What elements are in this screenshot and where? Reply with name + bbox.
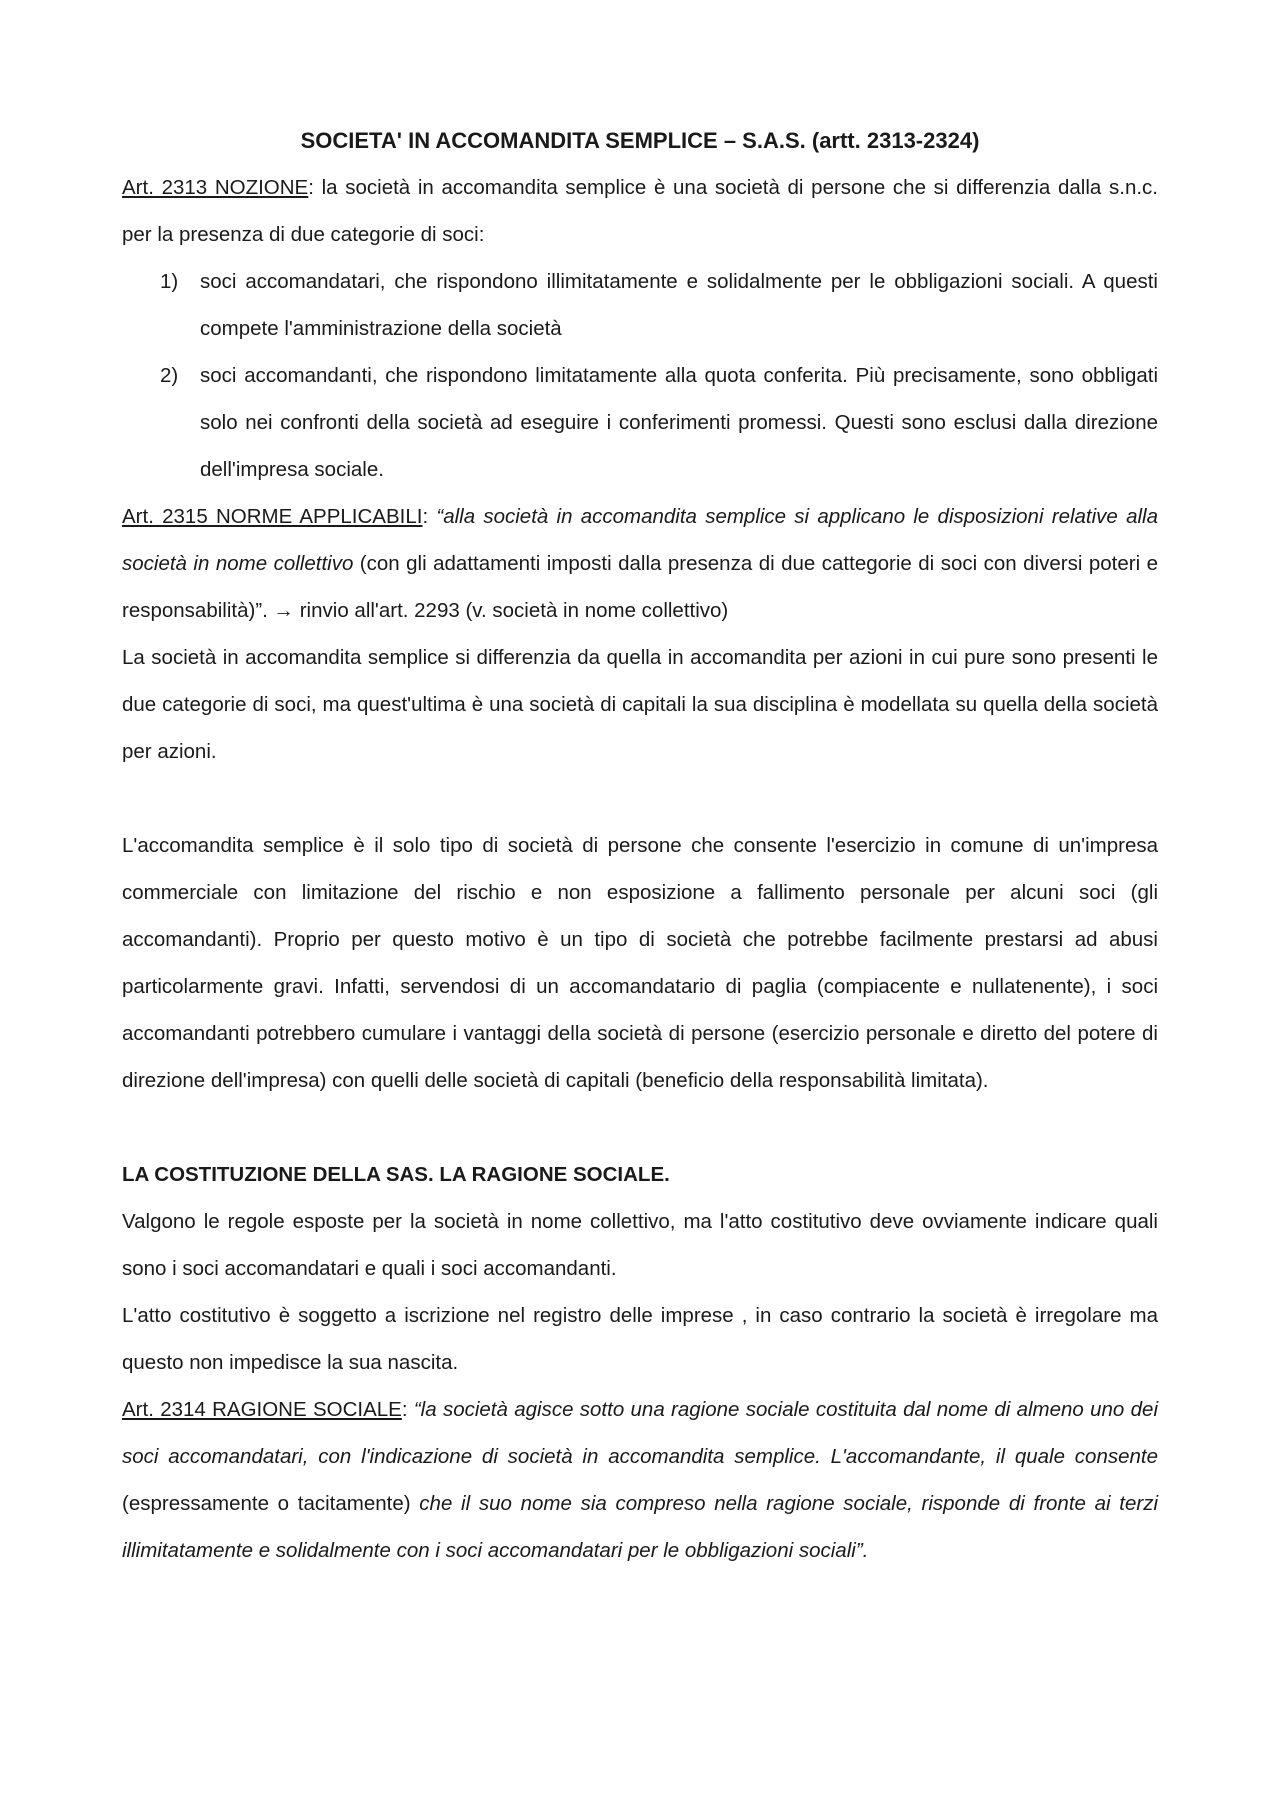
paragraph-risk-limitation: L'accomandita semplice è il solo tipo di società di persone che consente l'esercizio in comune di un'impresa commerciale con limitazione del rischio e non esposizione a fallimento personale per alcuni soci (gli accomandanti). Proprio per questo motivo è un tipo di società che potrebbe facilmente prestarsi ad abusi particolarmente gravi. Infatti, servendosi di un accomandatario di paglia (compiacente e nullatenente), i soci accomandanti potrebbero cumulare i vantaggi della società di persone (esercizio personale e diretto del potere di direzione dell'impresa) con quelli delle società di capitali (beneficio della responsabilità limitata).: [122, 834, 1158, 1092]
list-item: [122, 258, 1158, 352]
partner-categories-list: [122, 258, 1158, 493]
article-ref-2315: Art. 2315 NORME APPLICABILI: [122, 505, 423, 528]
paragraph-art-2315: [122, 493, 1158, 634]
article-ref-2314: Art. 2314 RAGIONE SOCIALE: [122, 1398, 402, 1421]
list-item-text: soci accomandanti, che rispondono limitatamente alla quota conferita. Più precisamente, sono obbligati solo nei confronti della società ad eseguire i conferimenti promessi. Questi sono esclusi dalla direzione dell'impresa sociale.: [200, 364, 1158, 481]
paragraph-art-2313: [122, 164, 1158, 258]
list-item: [122, 352, 1158, 493]
title-articles: (artt. 2313-2324): [805, 128, 980, 153]
title-bold: SOCIETA' IN ACCOMANDITA SEMPLICE – S.A.S.: [300, 128, 806, 153]
list-item-number: 1): [160, 270, 179, 293]
art-2314-middle: (espressamente o tacitamente): [122, 1492, 420, 1515]
art-2314-quote-part-1: “la società agisce sotto una ragione sociale costituita dal nome di almeno uno dei soci accomandatari, con l'indicazione di società in accomandita semplice. L'accomandante, il quale consente: [122, 1398, 1158, 1468]
paragraph-iscrizione: L'atto costitutivo è soggetto a iscrizione nel registro delle imprese , in caso contrario la società è irregolare ma questo non impedisce la sua nascita.: [122, 1304, 1158, 1374]
art-2315-rest: (con gli adattamenti imposti dalla presenza di due cattegorie di soci con diversi poteri e responsabilità)”. → rinvio all'art. 2293 (v. società in nome collettivo): [122, 552, 1158, 622]
art-2314-quote-part-2: che il suo nome sia compreso nella ragione sociale, risponde di fronte ai terzi illimitatamente e solidalmente con i soci accomandatari per le obbligazioni sociali”.: [122, 1492, 1159, 1562]
section-heading-costituzione: LA COSTITUZIONE DELLA SAS. LA RAGIONE SOCIALE.: [122, 1163, 670, 1186]
list-item-number: 2): [160, 364, 179, 387]
paragraph-art-2314: [122, 1386, 1158, 1574]
art-2314-colon: :: [401, 1398, 414, 1421]
art-2313-text: : la società in accomandita semplice è una società di persone che si differenzia dalla s.n.c. per la presenza di due categorie di soci:: [122, 176, 1158, 246]
art-2315-quote: “alla società in accomandita semplice si applicano le disposizioni relative alla società in nome collettivo: [122, 505, 1158, 575]
list-item-text: soci accomandatari, che rispondono illimitatamente e solidalmente per le obbligazioni sociali. A questi compete l'amministrazione della società: [200, 270, 1158, 340]
art-2315-colon: :: [422, 505, 437, 528]
paragraph-atto-costitutivo: Valgono le regole esposte per la società in nome collettivo, ma l'atto costitutivo deve ovviamente indicare quali sono i soci accomandatari e quali i soci accomandanti.: [122, 1210, 1158, 1280]
article-ref-2313: Art. 2313 NOZIONE: [122, 176, 309, 199]
spacer: [122, 1104, 1158, 1151]
spacer: [122, 775, 1158, 822]
page-title: [122, 124, 1158, 158]
paragraph-sapa-comparison: La società in accomandita semplice si differenzia da quella in accomandita per azioni in cui pure sono presenti le due categorie di soci, ma quest'ultima è una società di capitali la sua disciplina è modellata su quella della società per azioni.: [122, 646, 1158, 763]
